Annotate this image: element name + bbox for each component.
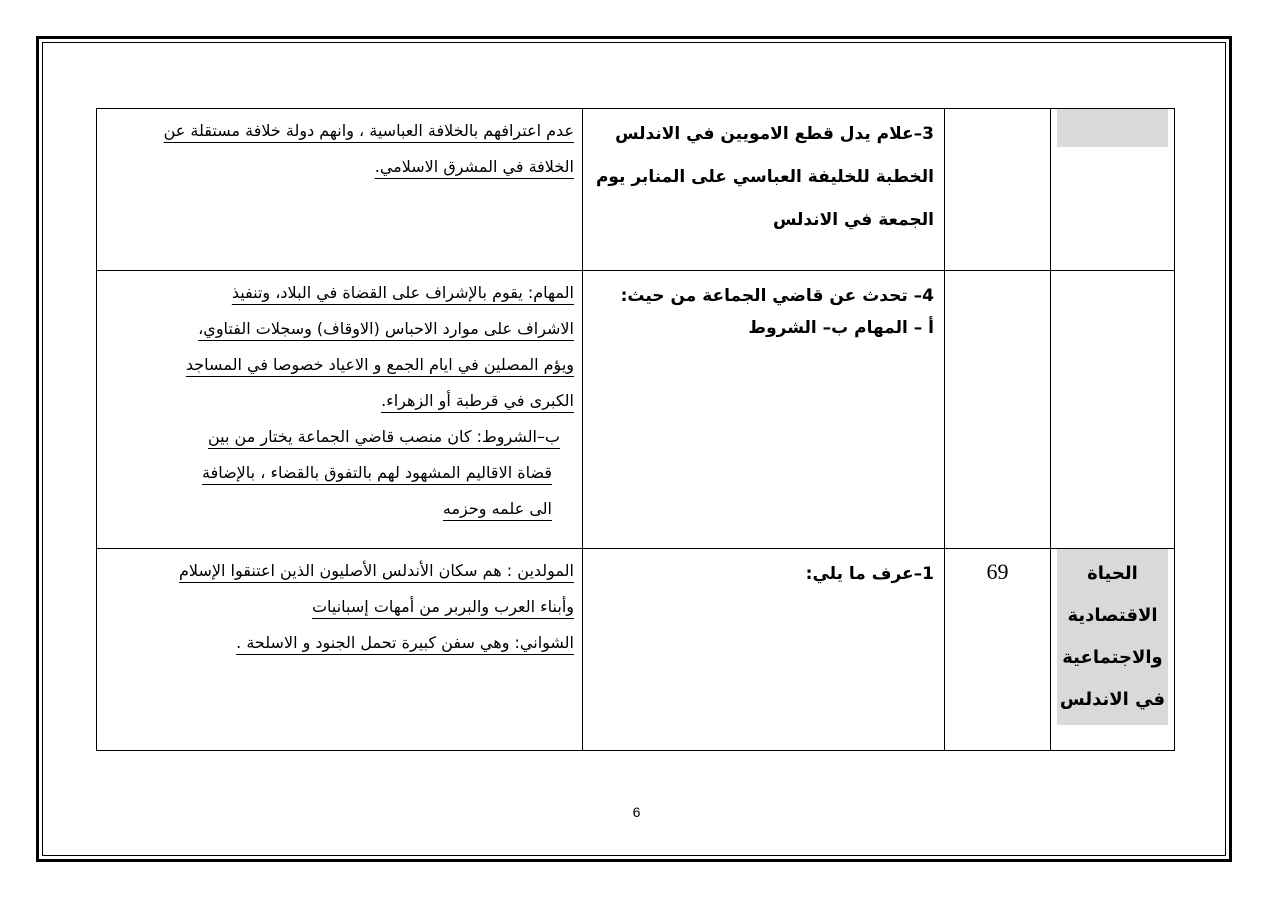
- topic-line: في الاندلس: [1059, 689, 1166, 710]
- page-cell: [945, 271, 1051, 549]
- answer-line: عدم اعترافهم بالخلافة العباسية ، وانهم دولة خلافة مستقلة عن: [163, 121, 574, 140]
- table-row: [97, 109, 1175, 271]
- table-row: [97, 549, 1175, 751]
- page-reference: [945, 271, 1050, 281]
- answer-line: الاشراف على موارد الاحباس (الاوقاف) وسجلات الفتاوي،: [198, 319, 574, 338]
- question-line: 1–عرف ما يلي:: [805, 564, 934, 584]
- answer-line: ويؤم المصلين في ايام الجمع و الاعياد خصوصا في المساجد: [185, 355, 574, 374]
- topic-shading: [1057, 109, 1168, 147]
- question-line: 3–علام يدل قطع الامويين في الاندلس: [615, 124, 934, 144]
- answer-text: [97, 549, 582, 661]
- topic-cell: [1051, 271, 1175, 549]
- answer-cell: [97, 109, 583, 271]
- question-cell: [583, 549, 945, 751]
- topic-cell: [1051, 109, 1175, 271]
- question-line: الخطبة للخليفة العباسي على المنابر يوم: [595, 167, 934, 187]
- page-cell: [945, 549, 1051, 751]
- topic-line: الاقتصادية: [1067, 605, 1158, 626]
- page-number: 6: [632, 804, 641, 820]
- answer-line: ب–الشروط: كان منصب قاضي الجماعة يختار من بين: [208, 427, 560, 446]
- page-reference: 69: [986, 559, 1009, 584]
- answer-line: الشواني: وهي سفن كبيرة تحمل الجنود و الاسلحة .: [236, 633, 574, 652]
- answer-line: الكبرى في قرطبة أو الزهراء.: [381, 391, 574, 410]
- question-cell: [583, 109, 945, 271]
- topic-cell: [1051, 549, 1175, 751]
- question-line: أ – المهام ب– الشروط: [748, 318, 934, 338]
- answer-text: [97, 109, 582, 185]
- answer-line: قضاة الاقاليم المشهود لهم بالتفوق بالقضاء ، بالإضافة: [201, 463, 552, 482]
- answer-line: الى علمه وحزمه: [442, 499, 552, 518]
- question-line: 4– تحدث عن قاضي الجماعة من حيث:: [620, 286, 934, 306]
- page-reference: [945, 109, 1050, 119]
- answer-cell: [97, 549, 583, 751]
- topic-line: والاجتماعية: [1062, 647, 1163, 668]
- question-text: [583, 271, 944, 338]
- question-cell: [583, 271, 945, 549]
- answer-text: [97, 271, 582, 527]
- question-line: الجمعة في الاندلس: [772, 210, 934, 230]
- answer-line: المهام: يقوم بالإشراف على القضاة في البلاد، وتنفيذ: [231, 283, 574, 302]
- answer-line: المولدين : هم سكان الأندلس الأصليون الذين اعتنقوا الإسلام: [179, 561, 574, 580]
- lesson-questions-table: [96, 108, 1175, 751]
- topic-line: الحياة: [1087, 563, 1138, 584]
- topic-title: [1057, 549, 1168, 725]
- page-cell: [945, 109, 1051, 271]
- answer-line: وأبناء العرب والبربر من أمهات إسبانيات: [311, 597, 574, 616]
- answer-cell: [97, 271, 583, 549]
- table-row: [97, 271, 1175, 549]
- question-text: [583, 109, 944, 242]
- question-text: [583, 549, 944, 596]
- answer-line: الخلافة في المشرق الاسلامي.: [374, 157, 574, 176]
